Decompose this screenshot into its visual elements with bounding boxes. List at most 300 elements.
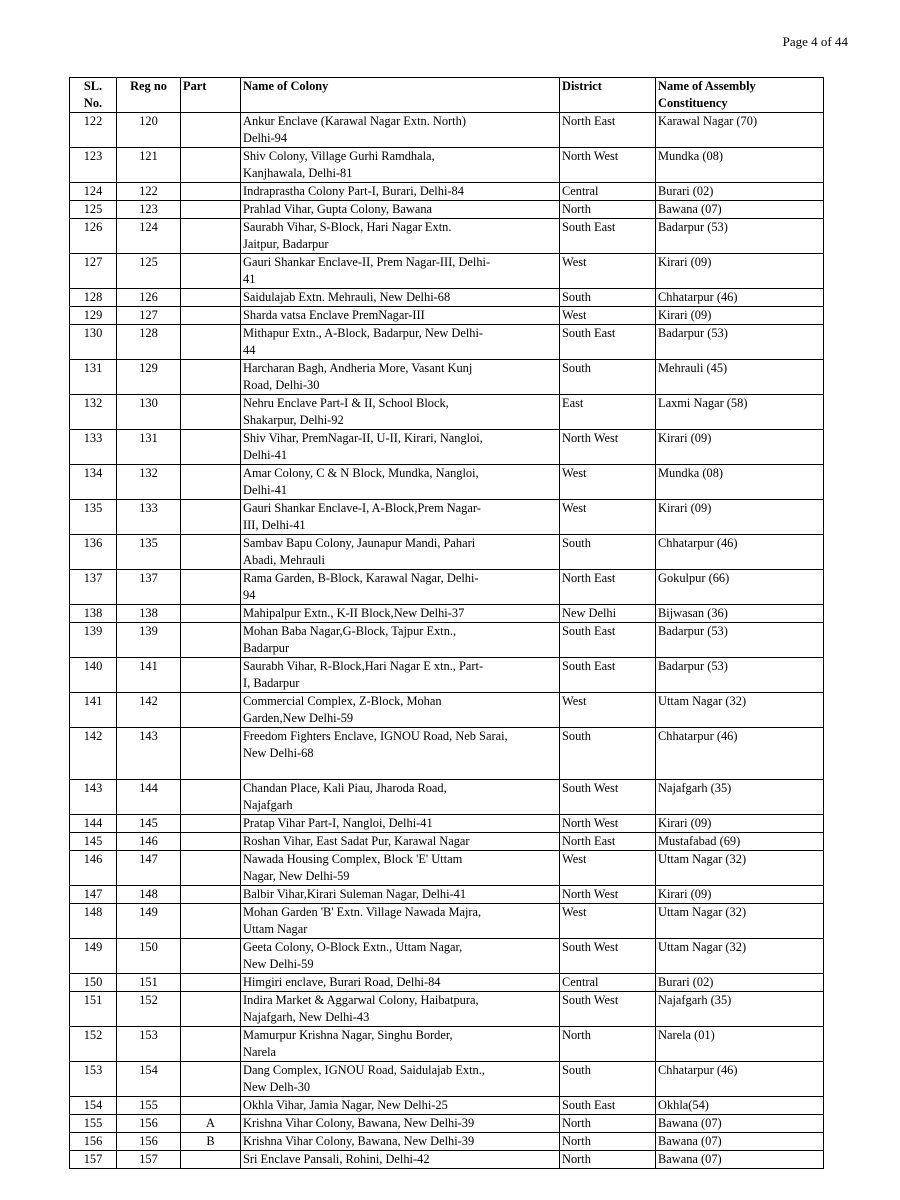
- cell-part: [181, 570, 241, 605]
- cell-sl-no: 141: [70, 693, 117, 728]
- cell-district: North East: [560, 570, 656, 605]
- cell-colony-name: [241, 833, 560, 851]
- header-reg-no: Reg no: [117, 78, 181, 113]
- colony-name-line: Shiv Vihar, PremNagar-II, U-II, Kirari, Nangloi,: [243, 431, 483, 445]
- cell-part: [181, 833, 241, 851]
- cell-district: West: [560, 465, 656, 500]
- header-part: Part: [181, 78, 241, 113]
- cell-constituency: Gokulpur (66): [656, 570, 824, 605]
- cell-colony-name: [241, 360, 560, 395]
- cell-constituency: Narela (01): [656, 1027, 824, 1062]
- cell-sl-no: 155: [70, 1115, 117, 1133]
- colony-name-line: Indira Market & Aggarwal Colony, Haibatpura,: [243, 993, 479, 1007]
- cell-district: North: [560, 1027, 656, 1062]
- table-row: [70, 500, 824, 535]
- colony-name-line: Badarpur: [243, 641, 290, 655]
- cell-district: North West: [560, 815, 656, 833]
- colony-name-line: Dang Complex, IGNOU Road, Saidulajab Extn.,: [243, 1063, 485, 1077]
- cell-sl-no: 122: [70, 113, 117, 148]
- cell-part: [181, 219, 241, 254]
- cell-part: [181, 939, 241, 974]
- cell-constituency: Badarpur (53): [656, 219, 824, 254]
- cell-part: [181, 254, 241, 289]
- cell-sl-no: 157: [70, 1151, 117, 1169]
- cell-colony-name: [241, 658, 560, 693]
- cell-constituency: Najafgarh (35): [656, 992, 824, 1027]
- cell-district: South West: [560, 939, 656, 974]
- colony-name-line: Delhi-41: [243, 448, 288, 462]
- cell-district: South: [560, 289, 656, 307]
- cell-part: [181, 728, 241, 780]
- cell-part: [181, 1062, 241, 1097]
- cell-constituency: Kirari (09): [656, 430, 824, 465]
- table-row: [70, 992, 824, 1027]
- cell-part: [181, 815, 241, 833]
- cell-sl-no: 131: [70, 360, 117, 395]
- cell-constituency: Uttam Nagar (32): [656, 904, 824, 939]
- cell-part: [181, 183, 241, 201]
- colony-name-line: Chandan Place, Kali Piau, Jharoda Road,: [243, 781, 447, 795]
- cell-district: West: [560, 904, 656, 939]
- cell-sl-no: 132: [70, 395, 117, 430]
- table-body: [70, 113, 824, 1169]
- cell-constituency: Kirari (09): [656, 815, 824, 833]
- cell-sl-no: 134: [70, 465, 117, 500]
- cell-sl-no: 156: [70, 1133, 117, 1151]
- cell-constituency: Burari (02): [656, 183, 824, 201]
- colony-name-line: Sri Enclave Pansali, Rohini, Delhi-42: [243, 1152, 430, 1166]
- cell-district: West: [560, 307, 656, 325]
- colony-name-line: Najafgarh: [243, 798, 293, 812]
- cell-part: [181, 307, 241, 325]
- cell-colony-name: [241, 815, 560, 833]
- cell-constituency: Bijwasan (36): [656, 605, 824, 623]
- cell-colony-name: [241, 1133, 560, 1151]
- table-row: [70, 974, 824, 992]
- cell-constituency: Bawana (07): [656, 201, 824, 219]
- cell-colony-name: [241, 325, 560, 360]
- table-row: [70, 430, 824, 465]
- colony-name-line: Gauri Shankar Enclave-II, Prem Nagar-III, Delhi-: [243, 255, 491, 269]
- cell-district: South East: [560, 658, 656, 693]
- table-row: [70, 851, 824, 886]
- cell-colony-name: [241, 623, 560, 658]
- cell-district: North: [560, 201, 656, 219]
- cell-colony-name: [241, 605, 560, 623]
- cell-reg-no: 139: [117, 623, 181, 658]
- cell-reg-no: 137: [117, 570, 181, 605]
- cell-colony-name: [241, 728, 560, 780]
- cell-constituency: Bawana (07): [656, 1133, 824, 1151]
- cell-colony-name: [241, 570, 560, 605]
- table-row: [70, 289, 824, 307]
- cell-reg-no: 154: [117, 1062, 181, 1097]
- cell-district: West: [560, 851, 656, 886]
- colony-name-line: Harcharan Bagh, Andheria More, Vasant Kunj: [243, 361, 473, 375]
- table-row: [70, 465, 824, 500]
- cell-part: [181, 1027, 241, 1062]
- colony-name-line: Freedom Fighters Enclave, IGNOU Road, Neb Sarai,: [243, 729, 508, 743]
- table-row: [70, 307, 824, 325]
- cell-constituency: Uttam Nagar (32): [656, 693, 824, 728]
- cell-district: New Delhi: [560, 605, 656, 623]
- table-row: [70, 254, 824, 289]
- colony-name-line: Delhi-41: [243, 483, 288, 497]
- cell-part: [181, 500, 241, 535]
- colony-name-line: Nagar, New Delhi-59: [243, 869, 350, 883]
- colony-name-line: Gauri Shankar Enclave-I, A-Block,Prem Nagar-: [243, 501, 481, 515]
- cell-district: North East: [560, 113, 656, 148]
- cell-district: North West: [560, 148, 656, 183]
- cell-colony-name: [241, 465, 560, 500]
- cell-district: South East: [560, 1097, 656, 1115]
- table-row: [70, 535, 824, 570]
- cell-sl-no: 136: [70, 535, 117, 570]
- colony-name-line: Narela: [243, 1045, 277, 1059]
- table-row: [70, 693, 824, 728]
- cell-colony-name: [241, 500, 560, 535]
- cell-reg-no: 128: [117, 325, 181, 360]
- cell-constituency: Laxmi Nagar (58): [656, 395, 824, 430]
- cell-sl-no: 127: [70, 254, 117, 289]
- colony-name-line: Delhi-94: [243, 131, 288, 145]
- colony-name-line: III, Delhi-41: [243, 518, 306, 532]
- cell-reg-no: 121: [117, 148, 181, 183]
- cell-constituency: Burari (02): [656, 974, 824, 992]
- cell-district: East: [560, 395, 656, 430]
- header-colony-name: Name of Colony: [241, 78, 560, 113]
- colony-table: [69, 77, 824, 1169]
- cell-reg-no: 142: [117, 693, 181, 728]
- cell-constituency: Mundka (08): [656, 148, 824, 183]
- cell-part: [181, 693, 241, 728]
- table-row: [70, 623, 824, 658]
- cell-constituency: Kirari (09): [656, 254, 824, 289]
- cell-part: [181, 904, 241, 939]
- cell-constituency: Mustafabad (69): [656, 833, 824, 851]
- colony-name-line: Okhla Vihar, Jamia Nagar, New Delhi-25: [243, 1098, 448, 1112]
- colony-name-line: Sambav Bapu Colony, Jaunapur Mandi, Pahari: [243, 536, 476, 550]
- colony-name-line: Krishna Vihar Colony, Bawana, New Delhi-39: [243, 1116, 475, 1130]
- cell-colony-name: [241, 1062, 560, 1097]
- cell-constituency: Chhatarpur (46): [656, 535, 824, 570]
- colony-name-line: Garden,New Delhi-59: [243, 711, 354, 725]
- cell-constituency: Chhatarpur (46): [656, 289, 824, 307]
- cell-constituency: Chhatarpur (46): [656, 1062, 824, 1097]
- cell-district: South: [560, 535, 656, 570]
- cell-district: North: [560, 1151, 656, 1169]
- cell-sl-no: 138: [70, 605, 117, 623]
- cell-constituency: Mundka (08): [656, 465, 824, 500]
- cell-sl-no: 123: [70, 148, 117, 183]
- cell-constituency: Bawana (07): [656, 1151, 824, 1169]
- colony-name-line: Shakarpur, Delhi-92: [243, 413, 344, 427]
- cell-colony-name: [241, 395, 560, 430]
- cell-district: South: [560, 1062, 656, 1097]
- colony-name-line: 94: [243, 588, 256, 602]
- cell-constituency: Badarpur (53): [656, 325, 824, 360]
- cell-reg-no: 155: [117, 1097, 181, 1115]
- cell-constituency: Badarpur (53): [656, 623, 824, 658]
- cell-part: A: [181, 1115, 241, 1133]
- cell-sl-no: 154: [70, 1097, 117, 1115]
- cell-sl-no: 152: [70, 1027, 117, 1062]
- colony-name-line: Balbir Vihar,Kirari Suleman Nagar, Delhi-41: [243, 887, 467, 901]
- table-row: [70, 1151, 824, 1169]
- colony-name-line: New Delhi-68: [243, 746, 314, 760]
- cell-part: [181, 1151, 241, 1169]
- table-row: [70, 570, 824, 605]
- table-row: [70, 113, 824, 148]
- cell-part: [181, 535, 241, 570]
- cell-colony-name: [241, 1151, 560, 1169]
- colony-name-line: Sharda vatsa Enclave PremNagar-III: [243, 308, 425, 322]
- cell-sl-no: 135: [70, 500, 117, 535]
- cell-district: North West: [560, 886, 656, 904]
- table-row: [70, 605, 824, 623]
- cell-part: [181, 851, 241, 886]
- table-row: [70, 360, 824, 395]
- cell-district: North West: [560, 430, 656, 465]
- cell-reg-no: 143: [117, 728, 181, 780]
- table-row: [70, 728, 824, 780]
- table-row: [70, 148, 824, 183]
- colony-name-line: Geeta Colony, O-Block Extn., Uttam Nagar,: [243, 940, 463, 954]
- cell-constituency: Karawal Nagar (70): [656, 113, 824, 148]
- cell-district: North: [560, 1133, 656, 1151]
- cell-part: [181, 201, 241, 219]
- colony-name-line: Roshan Vihar, East Sadat Pur, Karawal Nagar: [243, 834, 470, 848]
- cell-colony-name: [241, 693, 560, 728]
- cell-colony-name: [241, 307, 560, 325]
- cell-district: South East: [560, 325, 656, 360]
- table-row: [70, 1097, 824, 1115]
- table-row: [70, 1062, 824, 1097]
- cell-reg-no: 147: [117, 851, 181, 886]
- cell-colony-name: [241, 1115, 560, 1133]
- cell-colony-name: [241, 201, 560, 219]
- cell-reg-no: 131: [117, 430, 181, 465]
- cell-colony-name: [241, 254, 560, 289]
- cell-part: [181, 395, 241, 430]
- table-header-row: [70, 78, 824, 113]
- cell-reg-no: 146: [117, 833, 181, 851]
- cell-part: [181, 780, 241, 815]
- colony-name-line: Nehru Enclave Part-I & II, School Block,: [243, 396, 449, 410]
- cell-constituency: Okhla(54): [656, 1097, 824, 1115]
- colony-name-line: New Delhi-59: [243, 957, 314, 971]
- cell-sl-no: 124: [70, 183, 117, 201]
- colony-name-line: Saurabh Vihar, S-Block, Hari Nagar Extn.: [243, 220, 452, 234]
- cell-reg-no: 120: [117, 113, 181, 148]
- colony-name-line: Abadi, Mehrauli: [243, 553, 325, 567]
- colony-name-line: Mithapur Extn., A-Block, Badarpur, New Delhi-: [243, 326, 484, 340]
- cell-district: South: [560, 728, 656, 780]
- cell-reg-no: 153: [117, 1027, 181, 1062]
- cell-part: [181, 605, 241, 623]
- cell-colony-name: [241, 183, 560, 201]
- cell-reg-no: 123: [117, 201, 181, 219]
- cell-district: North: [560, 1115, 656, 1133]
- cell-constituency: Uttam Nagar (32): [656, 939, 824, 974]
- cell-constituency: Kirari (09): [656, 500, 824, 535]
- cell-sl-no: 143: [70, 780, 117, 815]
- cell-colony-name: [241, 974, 560, 992]
- table-row: [70, 201, 824, 219]
- table-row: [70, 815, 824, 833]
- colony-name-line: Nawada Housing Complex, Block 'E' Uttam: [243, 852, 463, 866]
- colony-name-line: Ankur Enclave (Karawal Nagar Extn. North): [243, 114, 466, 128]
- cell-part: [181, 974, 241, 992]
- colony-name-line: Shiv Colony, Village Gurhi Ramdhala,: [243, 149, 435, 163]
- colony-name-line: Saurabh Vihar, R-Block,Hari Nagar E xtn., Part-: [243, 659, 484, 673]
- colony-name-line: 41: [243, 272, 256, 286]
- cell-constituency: Kirari (09): [656, 307, 824, 325]
- table-row: [70, 395, 824, 430]
- cell-part: [181, 623, 241, 658]
- cell-reg-no: 122: [117, 183, 181, 201]
- cell-colony-name: [241, 535, 560, 570]
- cell-reg-no: 133: [117, 500, 181, 535]
- cell-reg-no: 127: [117, 307, 181, 325]
- cell-sl-no: 150: [70, 974, 117, 992]
- cell-sl-no: 126: [70, 219, 117, 254]
- page-number: Page 4 of 44: [782, 34, 848, 49]
- cell-reg-no: 144: [117, 780, 181, 815]
- colony-name-line: I, Badarpur: [243, 676, 300, 690]
- cell-part: [181, 886, 241, 904]
- colony-name-line: Himgiri enclave, Burari Road, Delhi-84: [243, 975, 441, 989]
- cell-sl-no: 144: [70, 815, 117, 833]
- table-row: [70, 1133, 824, 1151]
- cell-reg-no: 149: [117, 904, 181, 939]
- table-row: [70, 939, 824, 974]
- colony-name-line: Prahlad Vihar, Gupta Colony, Bawana: [243, 202, 433, 216]
- cell-colony-name: [241, 289, 560, 307]
- cell-part: [181, 1097, 241, 1115]
- cell-reg-no: 156: [117, 1115, 181, 1133]
- colony-name-line: 44: [243, 343, 256, 357]
- cell-reg-no: 130: [117, 395, 181, 430]
- colony-name-line: Mohan Garden 'B' Extn. Village Nawada Majra,: [243, 905, 482, 919]
- cell-part: [181, 325, 241, 360]
- table-row: [70, 833, 824, 851]
- cell-reg-no: 141: [117, 658, 181, 693]
- cell-colony-name: [241, 992, 560, 1027]
- cell-sl-no: 125: [70, 201, 117, 219]
- cell-sl-no: 129: [70, 307, 117, 325]
- cell-part: [181, 658, 241, 693]
- cell-sl-no: 147: [70, 886, 117, 904]
- cell-sl-no: 146: [70, 851, 117, 886]
- table-row: [70, 1115, 824, 1133]
- cell-colony-name: [241, 780, 560, 815]
- cell-constituency: Najafgarh (35): [656, 780, 824, 815]
- cell-part: [181, 430, 241, 465]
- colony-name-line: Road, Delhi-30: [243, 378, 320, 392]
- colony-name-line: Najafgarh, New Delhi-43: [243, 1010, 370, 1024]
- colony-name-line: Indraprastha Colony Part-I, Burari, Delhi-84: [243, 184, 464, 198]
- cell-district: South East: [560, 623, 656, 658]
- cell-part: [181, 148, 241, 183]
- cell-colony-name: [241, 851, 560, 886]
- cell-colony-name: [241, 1097, 560, 1115]
- cell-colony-name: [241, 430, 560, 465]
- cell-reg-no: 138: [117, 605, 181, 623]
- cell-reg-no: 152: [117, 992, 181, 1027]
- colony-name-line: Saidulajab Extn. Mehrauli, New Delhi-68: [243, 290, 451, 304]
- cell-reg-no: 125: [117, 254, 181, 289]
- cell-sl-no: 128: [70, 289, 117, 307]
- cell-sl-no: 153: [70, 1062, 117, 1097]
- cell-reg-no: 156: [117, 1133, 181, 1151]
- colony-name-line: Amar Colony, C & N Block, Mundka, Nangloi,: [243, 466, 479, 480]
- cell-sl-no: 130: [70, 325, 117, 360]
- table-row: [70, 780, 824, 815]
- colony-name-line: New Delh-30: [243, 1080, 311, 1094]
- cell-part: [181, 465, 241, 500]
- header-district: District: [560, 78, 656, 113]
- cell-sl-no: 139: [70, 623, 117, 658]
- cell-reg-no: 145: [117, 815, 181, 833]
- colony-name-line: Mohan Baba Nagar,G-Block, Tajpur Extn.,: [243, 624, 457, 638]
- cell-colony-name: [241, 1027, 560, 1062]
- cell-colony-name: [241, 904, 560, 939]
- cell-constituency: Bawana (07): [656, 1115, 824, 1133]
- table-row: [70, 1027, 824, 1062]
- header-sl-no: SL. No.: [70, 78, 117, 113]
- cell-constituency: Mehrauli (45): [656, 360, 824, 395]
- cell-district: North East: [560, 833, 656, 851]
- cell-colony-name: [241, 219, 560, 254]
- header-constituency: Name of Assembly Constituency: [656, 78, 824, 113]
- colony-name-line: Krishna Vihar Colony, Bawana, New Delhi-39: [243, 1134, 475, 1148]
- cell-district: West: [560, 693, 656, 728]
- cell-sl-no: 149: [70, 939, 117, 974]
- cell-reg-no: 148: [117, 886, 181, 904]
- cell-district: South East: [560, 219, 656, 254]
- cell-district: West: [560, 500, 656, 535]
- cell-reg-no: 157: [117, 1151, 181, 1169]
- cell-district: South West: [560, 992, 656, 1027]
- cell-sl-no: 151: [70, 992, 117, 1027]
- cell-district: Central: [560, 183, 656, 201]
- cell-sl-no: 140: [70, 658, 117, 693]
- cell-reg-no: 151: [117, 974, 181, 992]
- table-row: [70, 325, 824, 360]
- colony-name-line: Commercial Complex, Z-Block, Mohan: [243, 694, 442, 708]
- cell-sl-no: 133: [70, 430, 117, 465]
- cell-constituency: Badarpur (53): [656, 658, 824, 693]
- table-row: [70, 658, 824, 693]
- cell-sl-no: 148: [70, 904, 117, 939]
- cell-reg-no: 150: [117, 939, 181, 974]
- cell-part: [181, 992, 241, 1027]
- colony-name-line: Mamurpur Krishna Nagar, Singhu Border,: [243, 1028, 453, 1042]
- cell-reg-no: 135: [117, 535, 181, 570]
- cell-district: South West: [560, 780, 656, 815]
- cell-sl-no: 137: [70, 570, 117, 605]
- table-row: [70, 886, 824, 904]
- colony-name-line: Jaitpur, Badarpur: [243, 237, 329, 251]
- cell-reg-no: 132: [117, 465, 181, 500]
- cell-reg-no: 124: [117, 219, 181, 254]
- cell-part: B: [181, 1133, 241, 1151]
- cell-colony-name: [241, 113, 560, 148]
- colony-name-line: Rama Garden, B-Block, Karawal Nagar, Delhi-: [243, 571, 479, 585]
- cell-colony-name: [241, 886, 560, 904]
- cell-colony-name: [241, 148, 560, 183]
